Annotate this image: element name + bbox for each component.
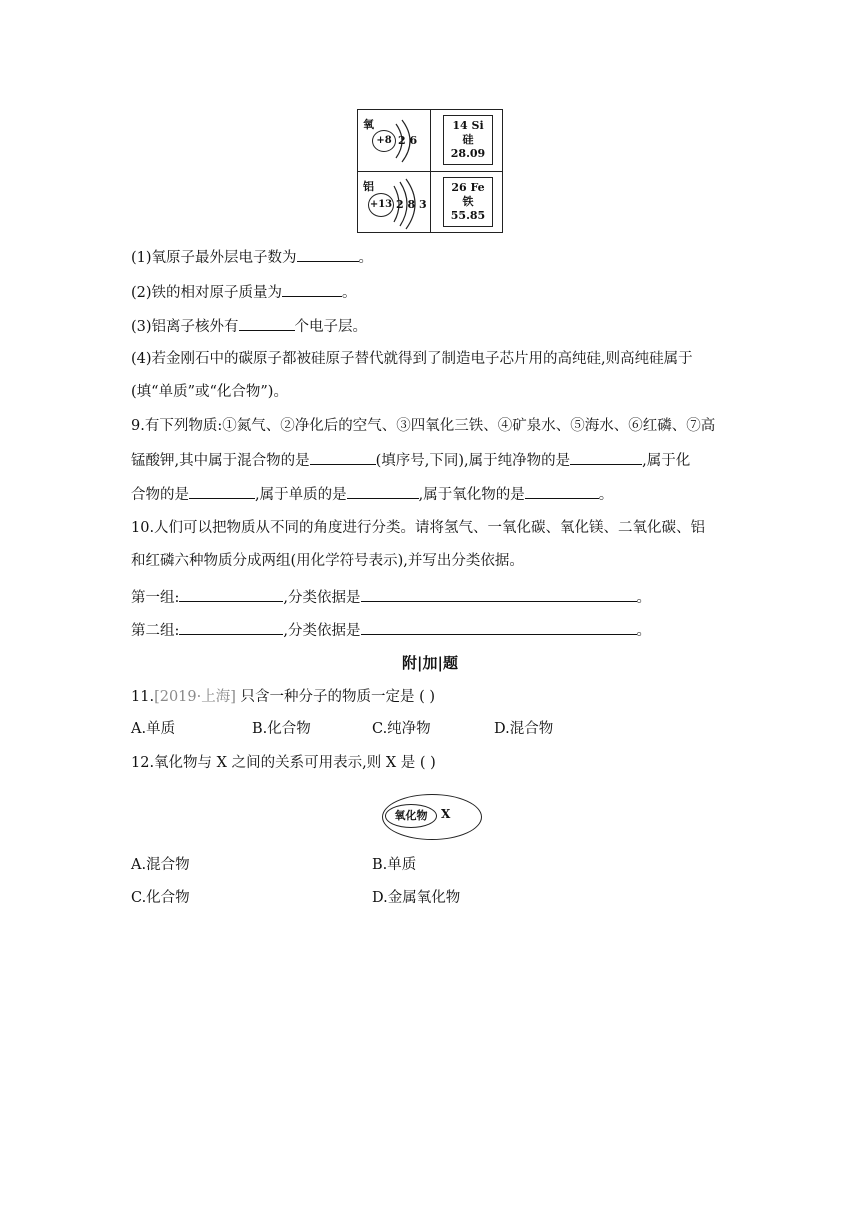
answer-blank[interactable] — [189, 484, 255, 499]
q11-option-b[interactable]: B.化合物 — [252, 721, 311, 737]
q8-part3-text: (3)铝离子核外有 — [131, 319, 239, 335]
answer-blank[interactable] — [179, 587, 283, 602]
q10-text: 。 — [636, 590, 651, 606]
q12-option-a[interactable]: A.混合物 — [131, 857, 190, 873]
q10-group2 — [131, 620, 651, 641]
q9-line1: 9.有下列物质:①氮气、②净化后的空气、③四氧化三铁、④矿泉水、⑤海水、⑥红磷、⑦高 — [131, 418, 716, 434]
q12-option-b[interactable]: B.单质 — [372, 857, 417, 873]
q8-part3-end: 个电子层。 — [294, 319, 368, 335]
answer-blank[interactable] — [239, 316, 295, 331]
q8-part4-line2: (填“单质”或“化合物”)。 — [131, 384, 288, 400]
q12-option-d[interactable]: D.金属氧化物 — [372, 890, 461, 906]
answer-blank[interactable] — [282, 282, 342, 297]
iron-element-box — [443, 177, 493, 227]
q8-part2-text: (2)铁的相对原子质量为 — [131, 285, 283, 301]
answer-blank[interactable] — [525, 484, 599, 499]
q11-source: [2019·上海] — [154, 689, 236, 705]
q9-text: (填序号,下同),属于纯净物的是 — [375, 453, 571, 469]
q9-text: 。 — [598, 487, 614, 503]
silicon-mass: 28.09 — [450, 147, 486, 160]
element-figure — [357, 109, 503, 233]
oxygen-shell-numbers: 2 6 — [398, 134, 418, 147]
iron-number-symbol: 26 Fe — [451, 181, 485, 194]
silicon-element-box — [443, 115, 493, 165]
oxygen-nucleus: +8 — [372, 130, 396, 152]
q9-text: ,属于氧化物的是 — [418, 487, 525, 503]
q8-part2 — [131, 282, 357, 303]
answer-blank[interactable] — [179, 620, 283, 635]
q10-line2: 和红磷六种物质分成两组(用化学符号表示),并写出分类依据。 — [131, 553, 524, 569]
q9-line3 — [131, 484, 613, 505]
q12-option-c[interactable]: C.化合物 — [131, 890, 190, 906]
venn-inner-ellipse: 氧化物 — [385, 804, 437, 828]
venn-x-label: X — [441, 807, 451, 821]
q10-text: ,分类依据是 — [283, 623, 361, 639]
iron-name: 铁 — [462, 195, 474, 208]
q12-stem: 12.氧化物与 X 之间的关系可用表示,则 X 是 ( ) — [131, 755, 436, 771]
q11-option-a[interactable]: A.单质 — [131, 721, 176, 737]
q10-text: 。 — [636, 623, 651, 639]
answer-blank[interactable] — [570, 450, 642, 465]
q10-text: ,分类依据是 — [283, 590, 361, 606]
q9-text: ,属于单质的是 — [255, 487, 347, 503]
q8-part1-text: (1)氧原子最外层电子数为 — [131, 250, 297, 266]
q11-text: 只含一种分子的物质一定是 ( ) — [235, 689, 436, 705]
q10-text: 第二组: — [131, 623, 180, 639]
q8-part2-end: 。 — [342, 285, 357, 301]
q10-text: 第一组: — [131, 590, 180, 606]
aluminum-label: 铝 — [363, 180, 374, 193]
q9-line2 — [131, 450, 690, 471]
figure-divider-horizontal — [358, 171, 502, 172]
answer-blank[interactable] — [361, 587, 637, 602]
q8-part1 — [131, 247, 373, 268]
q11-number: 11. — [131, 689, 155, 705]
q9-text: 锰酸钾,其中属于混合物的是 — [131, 453, 310, 469]
silicon-number-symbol: 14 Si — [452, 119, 484, 132]
q11-option-c[interactable]: C.纯净物 — [372, 721, 431, 737]
q8-part4-line1: (4)若金刚石中的碳原子都被硅原子替代就得到了制造电子芯片用的高纯硅,则高纯硅属于 — [131, 351, 693, 367]
q9-text: ,属于化 — [642, 453, 691, 469]
answer-blank[interactable] — [310, 450, 376, 465]
answer-blank[interactable] — [361, 620, 637, 635]
silicon-name: 硅 — [462, 133, 474, 146]
q8-part1-end: 。 — [358, 250, 374, 266]
q10-group1 — [131, 587, 651, 608]
answer-blank[interactable] — [297, 247, 359, 262]
aluminum-nucleus: +13 — [368, 193, 394, 217]
section-heading: 附|加|题 — [402, 654, 458, 672]
aluminum-shell-numbers: 2 8 3 — [396, 198, 427, 211]
q8-part3 — [131, 316, 367, 337]
q11-option-d[interactable]: D.混合物 — [494, 721, 554, 737]
q9-text: 合物的是 — [131, 487, 189, 503]
iron-mass: 55.85 — [450, 209, 486, 222]
oxygen-label: 氧 — [363, 118, 374, 131]
q10-line1: 10.人们可以把物质从不同的角度进行分类。请将氢气、一氧化碳、氧化镁、二氧化碳、铝 — [131, 520, 706, 536]
q11-stem — [131, 687, 435, 707]
answer-blank[interactable] — [347, 484, 419, 499]
